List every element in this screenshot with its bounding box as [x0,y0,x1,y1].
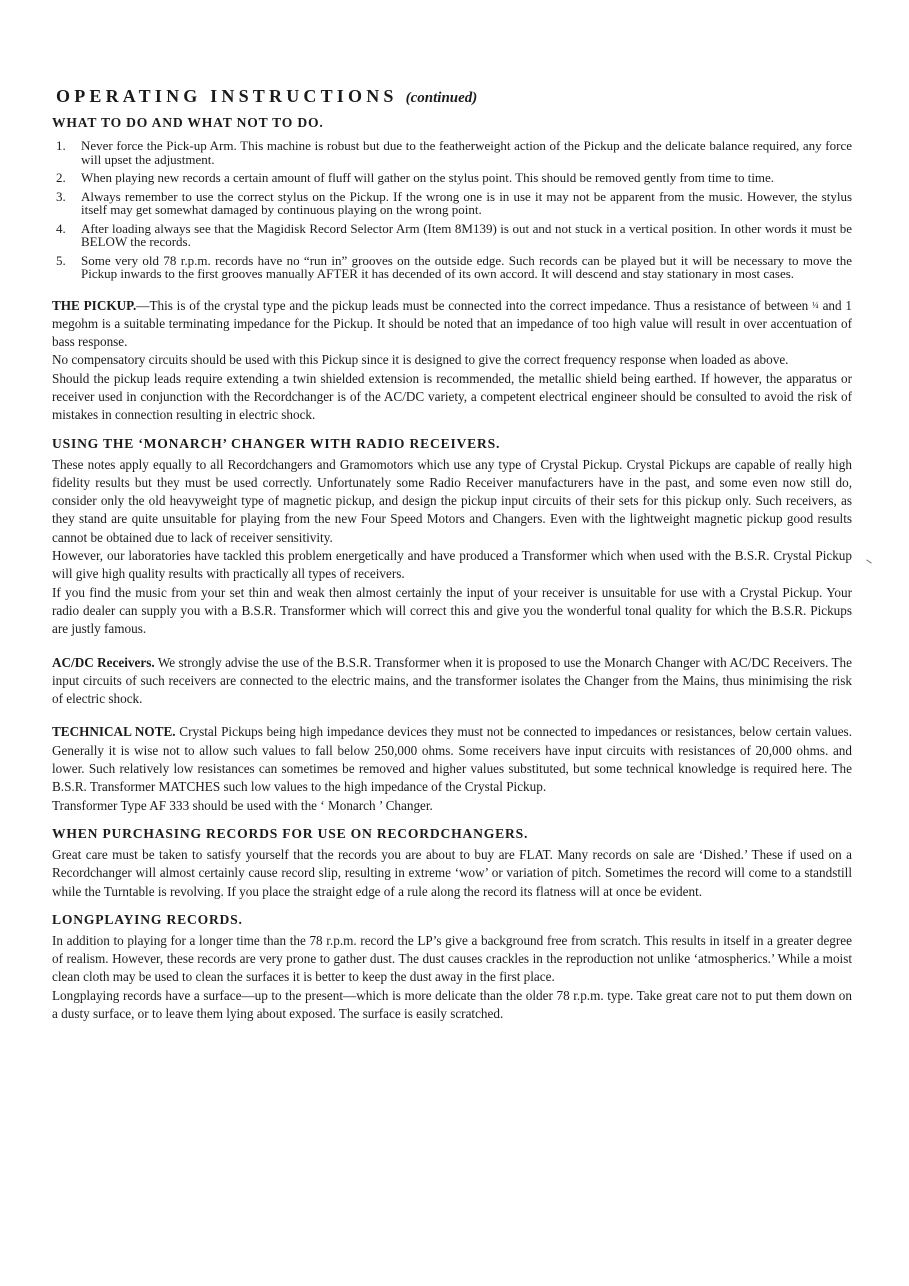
list-item-number: 5. [56,252,66,268]
technical-paragraph [52,723,852,796]
section-heading-what-to-do: WHAT TO DO AND WHAT NOT TO DO. [52,115,324,130]
section-longplaying [52,912,852,1023]
section-monarch [52,436,852,639]
section-pickup [52,296,852,425]
pickup-paragraph-2: No compensatory circuits should be used with this Pickup since it is designed to give the correct frequency response when loaded as above. [52,352,789,368]
pickup-text-a: —This is of the crystal type and the pickup leads must be connected into the correct impedance. Thus a resistance of between [136,297,813,313]
page-title-text: OPERATING INSTRUCTIONS [56,86,398,106]
page-title-continued: (continued) [405,90,478,106]
list-item [52,139,852,166]
section-purchasing [52,826,852,901]
technical-paragraph-2: Transformer Type AF 333 should be used with the ‘ Monarch ’ Changer. [52,797,433,813]
list-item-text: Always remember to use the correct stylus on the Pickup. If the wrong one is in use it may not be apparent from the music. However, the stylus itself may get somewhat damaged by continuous playing on the wrong point. [81,188,852,217]
longplaying-paragraph-1: In addition to playing for a longer time than the 78 r.p.m. record the LP’s give a background free from scratch. This results in itself in a greater degree of realism. However, these records are very prone to gather dust. The dust causes crackles in the reproduction not unlike ‘atmospherics.’ While a moist clean cloth may be used to clean the surfaces it is better to keep the dust away in the first place. [52,932,852,985]
list-item-number: 3. [56,188,66,204]
list-item [52,254,852,281]
pickup-lead: THE PICKUP. [52,297,137,313]
list-item [52,222,852,249]
list-item [52,171,852,185]
section-acdc [52,654,852,709]
section-heading-purchasing: WHEN PURCHASING RECORDS FOR USE ON RECORDCHANGERS. [52,825,529,841]
technical-lead: TECHNICAL NOTE. [52,724,176,740]
list-item-number: 1. [56,138,66,153]
pickup-paragraph-1 [52,296,852,352]
purchasing-paragraph: Great care must be taken to satisfy yourself that the records you are about to buy are FLAT. Many records on sale are ‘Dished.’ These if used on a Recordchanger will almost certainly cause record slip, resulting in extreme ‘wow’ or variation of pitch. Sometimes the record will come to a standstill while the Turntable is revolving. If you place the straight edge of a rule along the record its flatness will at once be evident. [52,846,852,899]
technical-text: Crystal Pickups being high impedance devices they must not be connected to impedances or resistances, below certain values. Generally it is wise not to allow such values to fall below 250,000 ohms. Some receivers have input circuits with resistances of 20,000 ohms. and lower. Such relatively low resistances can sometimes be removed and higher values substituted, but some technical knowledge is required here. The B.S.R. Transformer MATCHES such low values to the high impedance of the Crystal Pickup. [52,724,852,795]
list-item-number: 2. [56,170,66,185]
monarch-paragraph-2: However, our laboratories have tackled this problem energetically and have produced a Transformer which when used with the B.S.R. Crystal Pickup will give high quality results with practically all types of receivers. [52,548,852,582]
monarch-paragraph-1: These notes apply equally to all Recordchangers and Gramomotors which use any type of Crystal Pickup. Crystal Pickups are capable of really high fidelity results but they must be used correctly. Unfortunately some Radio Receiver manufacturers have in the past, and some even now still do, consider only the old heavyweight type of magnetic pickup, and design the pickup input circuits of their sets for this pickup only. Such receivers, as they stand are quite unsuitable for playing from the new Four Speed Motors and Changers. Even with the lightweight magnetic pickup good results cannot be obtained due to lack of receiver sensitivity. [52,456,852,545]
list-item-text: Never force the Pick-up Arm. This machine is robust but due to the featherweight action of the Pickup and the delicate balance required, any force will upset the adjustment. [81,138,852,167]
list-item [52,190,852,217]
section-what-to-do [52,115,852,281]
scan-mark [866,559,871,563]
list-item-text: When playing new records a certain amount of fluff will gather on the stylus point. This should be removed gently from time to time. [81,170,775,185]
longplaying-paragraph-2: Longplaying records have a surface—up to the present—which is more delicate than the older 78 r.p.m. type. Take great care not to put them down on a dusty surface, or to leave them lying about exposed. The surface is easily scratched. [52,987,852,1021]
list-item-text: After loading always see that the Magidisk Record Selector Arm (Item 8M139) is out and not stuck in a vertical position. In other words it must be BELOW the records. [81,220,852,249]
section-heading-monarch: USING THE ‘MONARCH’ CHANGER WITH RADIO RECEIVERS. [52,435,501,451]
section-heading-longplaying: LONGPLAYING RECORDS. [52,911,243,927]
pickup-paragraph-3: Should the pickup leads require extending a twin shielded extension is recommended, the metallic shield being earthed. If however, the apparatus or receiver used in conjunction with the Recordchanger is of the AC/DC variety, a competent electrical engineer should be consulted to avoid the risk of mistakes in connection resulting in electric shock. [52,370,852,423]
monarch-paragraph-3: If you find the music from your set thin and weak then almost certainly the input of your receiver is unsuitable for use with a Crystal Pickup. Your radio dealer can supply you with a B.S.R. Transformer which will correct this and give you the wonderful tonal quality for which the B.S.R. Pickups are justly famous. [52,584,852,637]
pickup-text-b: and 1 megohm is a suitable terminating impedance for the Pickup. It should be noted that an impedance of too high value will result in over accentuation of bass response. [52,297,852,350]
page-title [56,86,852,107]
acdc-paragraph [52,654,852,709]
acdc-text: We strongly advise the use of the B.S.R. Transformer when it is proposed to use the Monarch Changer with AC/DC Receivers. The input circuits of such receivers are connected to the electric mains, and the transformer isolates the Changer from the Mains, thus minimising the risk of electric shock. [52,654,852,707]
list-item-text: Some very old 78 r.p.m. records have no “run in” grooves on the outside edge. Such records can be played but it will be necessary to move the Pickup inwards to the first grooves manually AFTER it has decended of its own accord. It will descend and stay stationary in most cases. [81,252,852,281]
list-item-number: 4. [56,220,66,236]
instruction-list [52,139,852,281]
fraction-quarter: ¼ [812,299,819,310]
instruction-page [52,86,852,1023]
section-technical-note [52,723,852,814]
acdc-lead: AC/DC Receivers. [52,654,155,670]
